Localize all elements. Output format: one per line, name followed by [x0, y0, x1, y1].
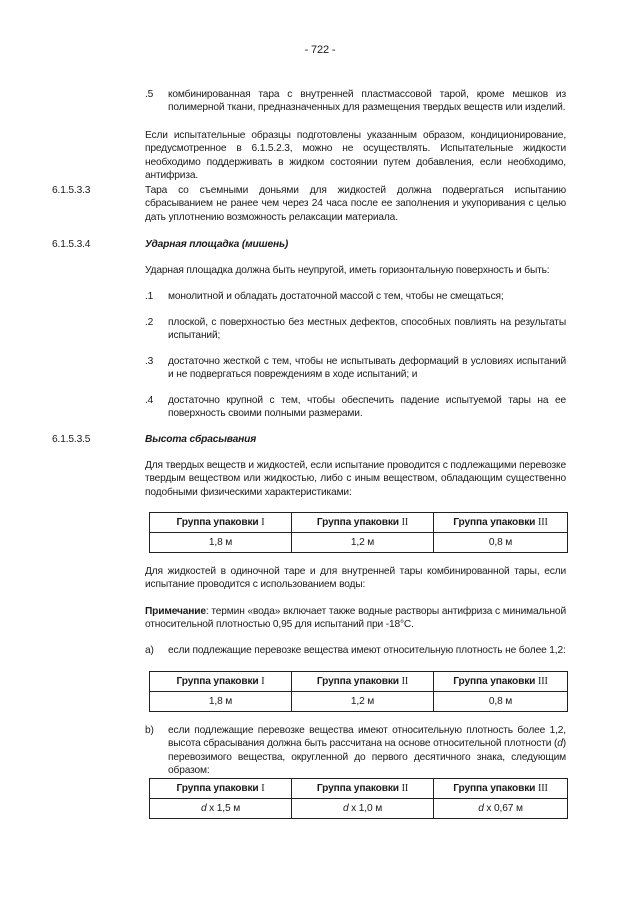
table-header: Группа упаковки II [292, 513, 434, 533]
section-6-1-5-3-5-title: Высота сбрасывания [145, 434, 257, 445]
table-cell: 0,8 м [434, 533, 568, 553]
table-cell: d x 1,0 м [292, 799, 434, 819]
table-header: Группа упаковки I [150, 672, 292, 692]
item-5-number: .5 [145, 89, 154, 100]
note-label: Примечание [145, 606, 206, 617]
list-item-number: .4 [145, 395, 154, 406]
list-item-text: достаточно крупной с тем, чтобы обеспечить падение испытуемой тары на ее поверхность своими полными размерами. [168, 395, 566, 420]
list-item-text: монолитной и обладать достаточной массой с тем, чтобы не смещаться; [168, 291, 504, 302]
table-cell: 1,8 м [150, 533, 292, 553]
section-6-1-5-3-3-number: 6.1.5.3.3 [52, 185, 91, 196]
section-6-1-5-3-4-title: Ударная площадка (мишень) [145, 239, 289, 250]
case-a-text: если подлежащие перевозке вещества имеют относительную плотность не более 1,2: [168, 645, 566, 656]
drop-height-solids-paragraph: Для твердых веществ и жидкостей, если испытание проводится с подлежащими перевозке твердым веществом или жидкостью, либо с иным веществом, обладающим существенно подобными физическими характеристиками: [145, 460, 566, 498]
note-text: : термин «вода» включает также водные растворы антифриза с минимальной относительной плотностью 0,95 для испытаний при -18°C. [145, 606, 566, 631]
case-b-label: b) [145, 725, 154, 736]
drop-height-water-paragraph: Для жидкостей в одиночной таре и для внутренней тары комбинированной тары, если испытание проводится с использованием воды: [145, 566, 566, 591]
case-a-label: а) [145, 645, 154, 656]
section-6-1-5-3-5-number: 6.1.5.3.5 [52, 434, 91, 445]
drop-height-table-case-a [149, 671, 568, 712]
drop-height-table-solids [149, 512, 568, 553]
list-item-text: плоской, с поверхностью без местных дефектов, способных повлиять на результаты испытаний; [168, 317, 566, 342]
table-header: Группа упаковки III [434, 779, 568, 799]
table-cell: 1,8 м [150, 692, 292, 712]
table-cell: 0,8 м [434, 692, 568, 712]
section-6-1-5-3-4-number: 6.1.5.3.4 [52, 239, 91, 250]
table-header: Группа упаковки I [150, 513, 292, 533]
table-cell: 1,2 м [292, 692, 434, 712]
list-item-text: достаточно жесткой с тем, чтобы не испытывать деформаций в условиях испытаний и не подвергаться повреждениям в ходе испытаний; и [168, 356, 566, 381]
table-cell: d x 1,5 м [150, 799, 292, 819]
list-item-number: .2 [145, 317, 154, 328]
item-5-text: комбинированная тара с внутренней пластмассовой тарой, кроме мешков из полимерной ткани, предназначенных для размещения твердых веществ или изделий. [168, 89, 566, 114]
section-6-1-5-3-3-text: Тара со съемными доньями для жидкостей должна подвергаться испытанию сбрасыванием не ранее чем через 24 часа после ее заполнения и укупоривания с целью дать уплотнению возможность релаксации материала. [145, 185, 566, 223]
table-header: Группа упаковки III [434, 513, 568, 533]
note-paragraph [145, 605, 566, 632]
list-item-number: .1 [145, 291, 154, 302]
table-header: Группа упаковки I [150, 779, 292, 799]
drop-height-table-case-b [149, 778, 568, 819]
table-cell: 1,2 м [292, 533, 434, 553]
table-header: Группа упаковки II [292, 779, 434, 799]
page-number: - 722 - [304, 44, 336, 56]
conditioning-paragraph: Если испытательные образцы подготовлены указанным образом, кондиционирование, предусмотренное в 6.1.5.2.3, можно не осуществлять. Испытательные жидкости необходимо поддерживать в жидком состоянии путем добавления, если необходимо, антифриза. [145, 130, 566, 182]
table-header: Группа упаковки III [434, 672, 568, 692]
list-item-number: .3 [145, 356, 154, 367]
impact-surface-intro: Ударная площадка должна быть неупругой, иметь горизонтальную поверхность и быть: [145, 265, 550, 276]
case-b-text: если подлежащие перевозке вещества имеют относительную плотность более 1,2, высота сбрасывания должна быть рассчитана на основе относительной плотности (d) перевозимого вещества, округленной до первого десятичного знака, следующим образом: [168, 725, 566, 777]
table-header: Группа упаковки II [292, 672, 434, 692]
table-cell: d x 0,67 м [434, 799, 568, 819]
